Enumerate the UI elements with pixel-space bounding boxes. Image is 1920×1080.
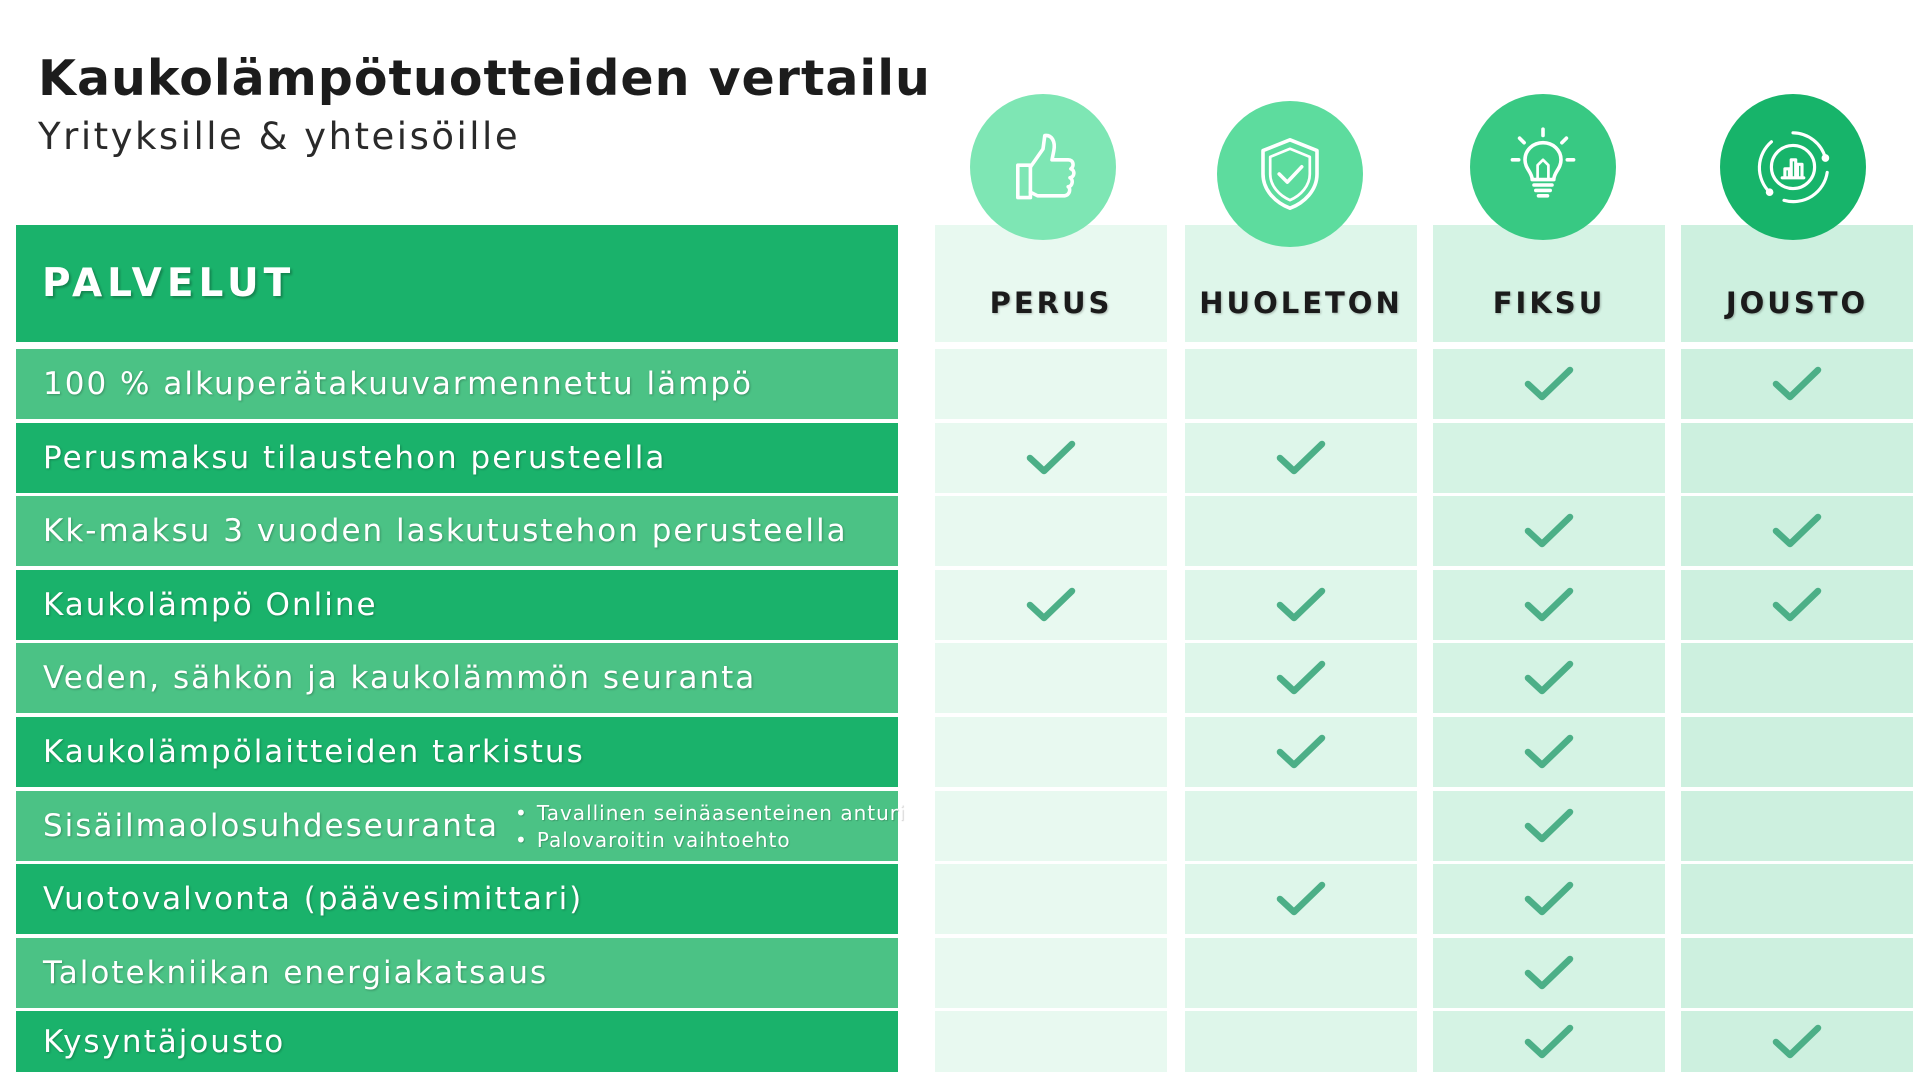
grid-cell-huoleton <box>1185 1011 1417 1072</box>
service-note: • Palovaroitin vaihtoehto <box>515 828 906 852</box>
service-note: • Tavallinen seinäasenteinen anturi <box>515 801 906 825</box>
grid-cell-jousto <box>1681 643 1913 713</box>
grid-cell-jousto <box>1681 938 1913 1008</box>
grid-cell-fiksu <box>1433 570 1665 640</box>
check-icon <box>1771 364 1823 404</box>
grid-cell-perus <box>935 938 1167 1008</box>
check-icon <box>1275 585 1327 625</box>
grid-cell-fiksu <box>1433 643 1665 713</box>
grid-cell-huoleton <box>1185 938 1417 1008</box>
plan-name: JOUSTO <box>1725 286 1869 320</box>
check-icon <box>1025 438 1077 478</box>
grid-cell-huoleton <box>1185 496 1417 566</box>
plan-name: FIKSU <box>1492 286 1606 320</box>
grid-cell-perus <box>935 791 1167 861</box>
service-row <box>16 643 898 713</box>
service-row <box>16 1011 898 1072</box>
service-label: Vuotovalvonta (päävesimittari) <box>43 881 584 917</box>
grid-cell-fiksu <box>1433 938 1665 1008</box>
service-row <box>16 570 898 640</box>
service-label: Kaukolämpö Online <box>43 587 378 623</box>
grid-cell-fiksu <box>1433 1011 1665 1072</box>
grid-cell-jousto <box>1681 349 1913 419</box>
service-label: Kk-maksu 3 vuoden laskutustehon perusteella <box>43 513 848 549</box>
grid-cell-fiksu <box>1433 791 1665 861</box>
services-header <box>16 225 898 342</box>
grid-cell-fiksu <box>1433 496 1665 566</box>
service-row <box>16 423 898 493</box>
grid-cell-huoleton <box>1185 864 1417 934</box>
check-icon <box>1523 806 1575 846</box>
chart-cycle-icon <box>1720 94 1866 240</box>
check-icon <box>1523 1022 1575 1062</box>
grid-cell-jousto <box>1681 570 1913 640</box>
check-icon <box>1523 732 1575 772</box>
grid-cell-jousto <box>1681 717 1913 787</box>
grid-cell-fiksu <box>1433 717 1665 787</box>
service-row <box>16 791 906 861</box>
service-row <box>16 938 898 1008</box>
check-icon <box>1275 658 1327 698</box>
plan-name: PERUS <box>989 286 1113 320</box>
service-row <box>16 864 898 934</box>
check-icon <box>1771 585 1823 625</box>
check-icon <box>1523 953 1575 993</box>
grid-cell-jousto <box>1681 1011 1913 1072</box>
services-header-label: PALVELUT <box>42 261 296 306</box>
grid-cell-huoleton <box>1185 643 1417 713</box>
grid-cell-perus <box>935 570 1167 640</box>
lightbulb-icon <box>1470 94 1616 240</box>
grid-cell-perus <box>935 1011 1167 1072</box>
shield-check-icon <box>1217 101 1363 247</box>
service-row <box>16 496 898 566</box>
check-icon <box>1523 585 1575 625</box>
service-label: Sisäilmaolosuhdeseuranta <box>43 808 500 844</box>
check-icon <box>1275 732 1327 772</box>
grid-cell-fiksu <box>1433 423 1665 493</box>
grid-cell-jousto <box>1681 496 1913 566</box>
plan-header-fiksu <box>1433 225 1665 342</box>
grid-cell-fiksu <box>1433 349 1665 419</box>
service-row <box>16 717 898 787</box>
check-icon <box>1523 879 1575 919</box>
grid-cell-jousto <box>1681 864 1913 934</box>
grid-cell-huoleton <box>1185 717 1417 787</box>
plan-header-jousto <box>1681 225 1913 342</box>
grid-cell-jousto <box>1681 791 1913 861</box>
check-icon <box>1523 364 1575 404</box>
thumbs-up-icon <box>970 94 1116 240</box>
grid-cell-huoleton <box>1185 791 1417 861</box>
grid-cell-perus <box>935 864 1167 934</box>
grid-cell-jousto <box>1681 423 1913 493</box>
service-notes <box>515 801 906 852</box>
grid-cell-perus <box>935 717 1167 787</box>
check-icon <box>1275 879 1327 919</box>
grid-cell-huoleton <box>1185 423 1417 493</box>
service-label: Kaukolämpölaitteiden tarkistus <box>43 734 585 770</box>
plan-name: HUOLETON <box>1199 286 1403 320</box>
check-icon <box>1523 511 1575 551</box>
service-label: Talotekniikan energiakatsaus <box>43 955 549 991</box>
check-icon <box>1523 658 1575 698</box>
check-icon <box>1025 585 1077 625</box>
grid-cell-huoleton <box>1185 349 1417 419</box>
service-label: Kysyntäjousto <box>43 1023 286 1060</box>
page-subtitle: Yrityksille & yhteisöille <box>38 115 521 158</box>
service-label: Veden, sähkön ja kaukolämmön seuranta <box>43 660 757 696</box>
service-label: Perusmaksu tilaustehon perusteella <box>43 440 667 476</box>
grid-cell-perus <box>935 423 1167 493</box>
plan-header-perus <box>935 225 1167 342</box>
service-label: 100 % alkuperätakuuvarmennettu lämpö <box>43 366 753 402</box>
grid-cell-perus <box>935 496 1167 566</box>
check-icon <box>1771 511 1823 551</box>
grid-cell-perus <box>935 349 1167 419</box>
page-title: Kaukolämpötuotteiden vertailu <box>38 50 931 107</box>
grid-cell-huoleton <box>1185 570 1417 640</box>
check-icon <box>1771 1022 1823 1062</box>
check-icon <box>1275 438 1327 478</box>
grid-cell-perus <box>935 643 1167 713</box>
grid-cell-fiksu <box>1433 864 1665 934</box>
service-row <box>16 349 898 419</box>
